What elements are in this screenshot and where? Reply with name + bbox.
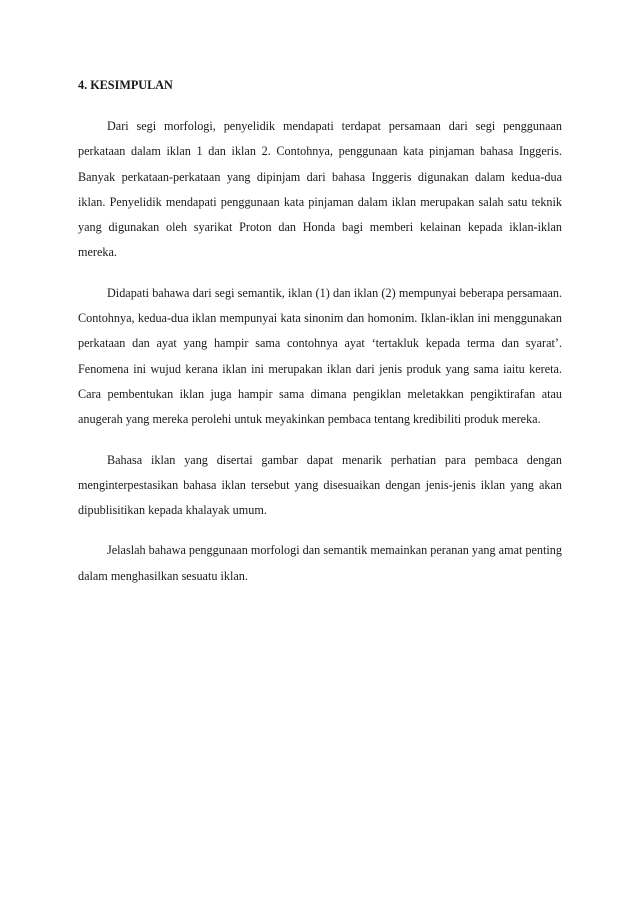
paragraph-kesimpulan: Jelaslah bahawa penggunaan morfologi dan semantik memainkan peranan yang amat penting dalam menghasilkan sesuatu iklan.: [78, 543, 562, 583]
paragraph-bahasa-iklan: Bahasa iklan yang disertai gambar dapat menarik perhatian para pembaca dengan menginterpestasikan bahasa iklan tersebut yang disesuaikan dengan jenis-jenis iklan yang akan dipublisitikan kepada khalayak umum.: [78, 452, 562, 518]
paragraph-morfologi: Dari segi morfologi, penyelidik mendapati terdapat persamaan dari segi penggunaan perkataan dalam iklan 1 dan iklan 2. Contohnya, penggunaan kata pinjaman bahasa Inggeris. Banyak perkataan-perkataan yang dipinjam dari bahasa Inggeris digunakan dalam kedua-dua iklan. Penyelidik mendapati penggunaan kata pinjaman dalam iklan merupakan salah satu teknik yang digunakan oleh syarikat Proton dan Honda bagi memberi kelainan kepada iklan-iklan mereka.: [78, 119, 562, 260]
section-heading: 4. KESIMPULAN: [78, 78, 173, 92]
paragraph-semantik: Didapati bahawa dari segi semantik, iklan (1) dan iklan (2) mempunyai beberapa persamaan. Contohnya, kedua-dua iklan mempunyai kata sinonim dan homonim. Iklan-iklan ini menggunakan perkataan dan ayat yang hampir sama contohnya ayat ‘tertakluk kepada terma dan syarat’. Fenomena ini wujud kerana iklan ini merupakan iklan dari jenis produk yang sama iaitu kereta. Cara pembentukan iklan juga hampir sama dimana pengiklan meletakkan pengiktirafan atau anugerah yang mereka perolehi untuk meyakinkan pembaca tentang kredibiliti produk mereka.: [78, 285, 562, 427]
